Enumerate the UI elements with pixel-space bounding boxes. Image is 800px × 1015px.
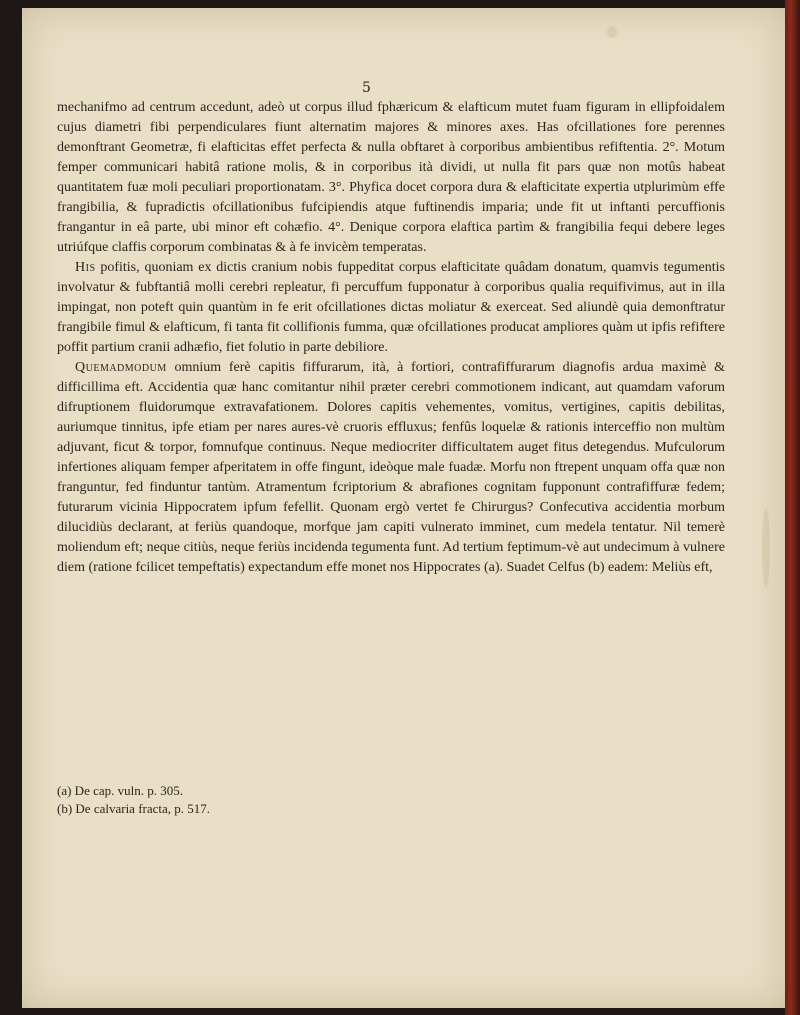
footnote-b: (b) De calvaria fracta, p. 517.: [57, 801, 211, 816]
paragraph-1-text: mechanifmo ad centrum accedunt, adeò ut corpus illud fphæricum & elafticum mutet fuam figuram in ellipfoidalem cujus diametri fibi perpendiculares fiunt alternatim majores & minores axes. Has ofcillationes fore perennes demonftrant Geometræ, fi elafticitas effet perfecta & nulla obftaret à corporibus ambientibus refiftentia. 2°. Motum femper communicari habitâ ratione molis, & in corporibus ità dividi, ut nulla fit pars quæ non motûs habeat quantitatem fuæ moli peculiari proportionatam. 3°. Phyfica docet corpora dura & elafticitate expertia utplurimùm effe frangibilia, & fupradictis ofcillationibus fufcipiendis atque fuftinendis imparia; unde fit ut inftanti percuffionis frangantur in eâ parte, ubi minor eft cohæfio. 4°. Denique corpora elaftica partìm & frangibilia fequi debere leges utriúfque claffis corporum combinatas & à fe invicèm temperatas.: [57, 100, 725, 255]
footnote-a: (a) De cap. vuln. p. 305.: [57, 783, 183, 798]
page-number: 5: [362, 80, 371, 96]
paragraph-3: [57, 358, 725, 578]
page-stain: [762, 508, 770, 588]
book-edge: [785, 0, 800, 1015]
paragraph-2-lead: His: [75, 260, 96, 275]
footnotes: [57, 782, 725, 818]
paragraph-3-lead: Quemadmodum: [75, 360, 167, 375]
paragraph-1: [57, 98, 725, 258]
paragraph-2-text: pofitis, quoniam ex dictis cranium nobis fuppeditat corpus elafticitate quâdam donatum, quamvis tegumentis involvatur & fubftantiâ molli cerebri repleatur, fi percuffum fupponatur à corporibus qualia requifivimus, aut in illa impingat, non poteft quin quantùm in fe erit ofcillationes dictas moliatur & exerceat. Sed aliundè quia demonftratur frangibile fimul & elafticum, fi tanta fit collifionis fumma, quæ ofcillationes producat ampliores quàm ut ipfis refiftere poffit partium cranii adhæfio, fiet folutio in parte debiliore.: [57, 260, 726, 355]
paragraph-2: [57, 258, 725, 358]
body-text: [57, 98, 725, 578]
paragraph-3-text: omnium ferè capitis fiffurarum, ità, à fortiori, contrafiffurarum diagnofis ardua maximè & difficillima eft. Accidentia quæ hanc comitantur nihil præter cerebri commotionem indicant, aut quamdam vaforum difruptionem fluidorumque extravafationem. Dolores capitis vehementes, vomitus, vertigines, capitis debilitas, auriumque tinnitus, ipfe etiam per nares aures-vè cruoris effluxus; fenfûs loquelæ & rationis interceffio non multùm adjuvant, ficut & torpor, fomnufque continuus. Neque mediocriter difficultatem auget fitus detegendus. Mufculorum infertiones aliquam femper afperitatem in offe fingunt, ideòque male fuadæ. Morfu non ftrepent unquam offa quæ non franguntur, fed finduntur tantùm. Atramentum fcriptorium & abrafiones cognitam fupponunt contrafiffuræ fedem; futurarum vicinia Hippocratem ipfum fefellit. Quonam ergò vertet fe Chirurgus? Confecutiva accidentia morbum dilucidiùs declarant, at feriùs quandoque, morfque jam capiti vulnerato imminet, cum medela tentatur. Nil temerè moliendum eft; neque citiùs, neque feriùs incidenda tegumenta funt. Ad tertium feptimum-vè aut undecimum à vulnere diem (ratione fcilicet tempeftatis) expectandum effe monet nos Hippocrates (a). Suadet Celfus (b) eadem: Meliùs eft,: [57, 360, 726, 575]
page-stain: [607, 26, 617, 38]
